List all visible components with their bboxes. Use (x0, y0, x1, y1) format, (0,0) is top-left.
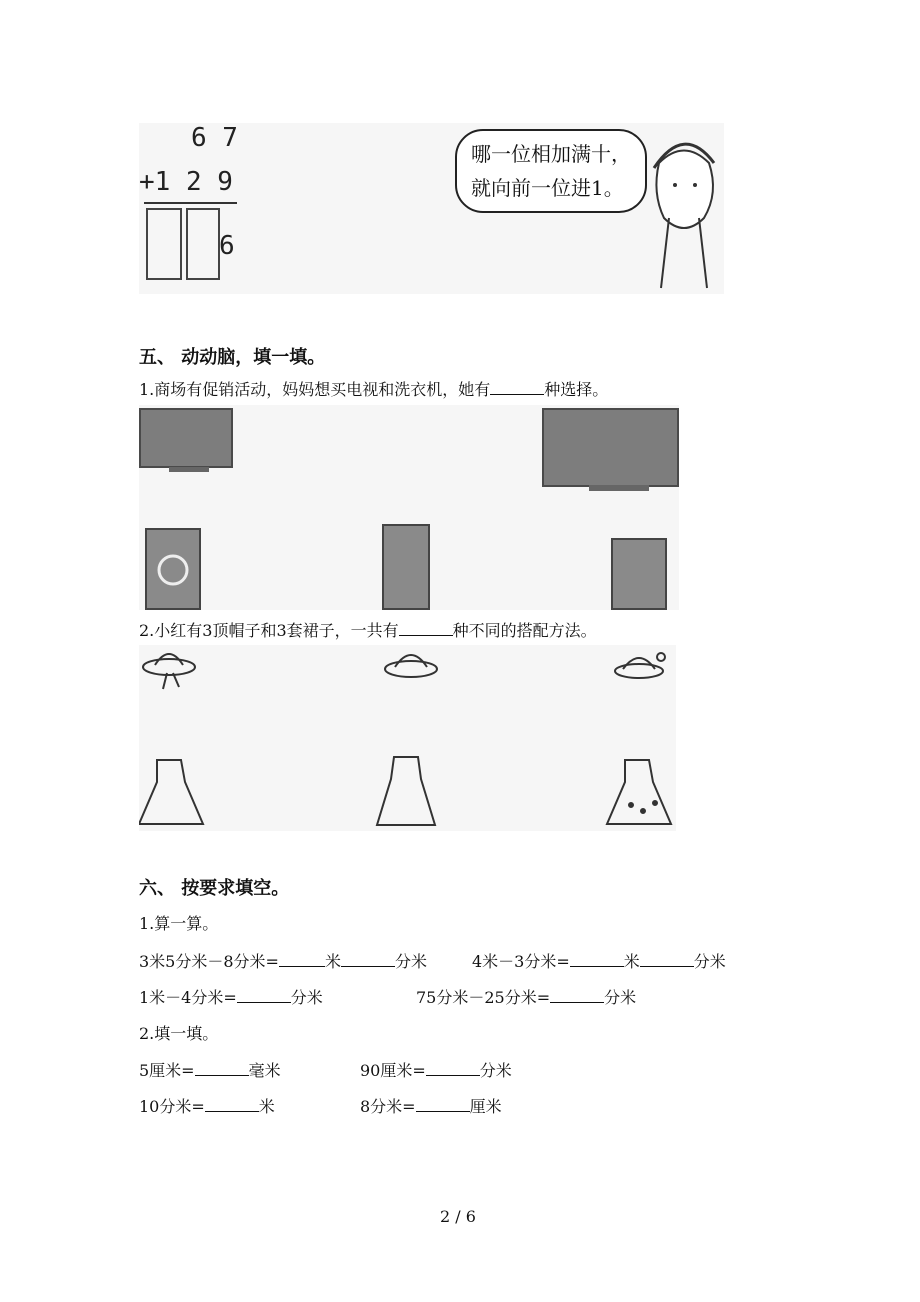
fill-3a-unit: 毫米 (248, 1061, 281, 1080)
calc-2b-blank[interactable] (550, 988, 604, 1003)
washer-front-load (145, 528, 201, 610)
fill-3b-blank[interactable] (426, 1061, 480, 1076)
question-5-1 (139, 380, 608, 400)
hat-dress-figure (139, 645, 676, 831)
tv-large-screen (542, 408, 679, 487)
hats-and-dresses-drawing (139, 645, 676, 831)
fill-line-4b (360, 1097, 502, 1117)
sum-ones-digit: 6 (219, 231, 235, 261)
answer-box-tens (187, 209, 219, 279)
tv-large-stand (589, 485, 649, 491)
calc-2b-text: 75分米－25分米= (416, 988, 551, 1007)
question-5-2 (139, 621, 597, 641)
girl-figure (656, 151, 713, 229)
calc-2b-unit: 分米 (604, 988, 637, 1007)
q2-text-after: 种不同的搭配方法。 (452, 621, 597, 640)
section5-title: 五、 动动脑，填一填。 (139, 347, 326, 368)
fill-4b-text: 8分米= (360, 1097, 416, 1116)
calc-1b-blank-2[interactable] (640, 952, 694, 967)
calc-1b-unit-1: 米 (623, 952, 640, 971)
tv-small-stand (169, 467, 209, 472)
q2-answer-blank[interactable] (399, 621, 453, 636)
dress-1-icon (139, 760, 203, 824)
washer-tall (382, 524, 430, 610)
calc-line-2b (416, 988, 636, 1008)
tv-washer-figure (139, 405, 679, 610)
q1-answer-blank[interactable] (490, 380, 544, 395)
q2-text-before: 2.小红有3顶帽子和3套裙子，一共有 (139, 621, 399, 640)
washer-top-load (611, 538, 667, 610)
hat-2-icon (385, 655, 437, 677)
speech-line-1: 哪一位相加满十， (471, 142, 631, 166)
calc-2a-blank[interactable] (237, 988, 291, 1003)
addend-1: 6 7 (191, 123, 238, 153)
calc-2a-text: 1米－4分米= (139, 988, 237, 1007)
calc-1a-text: 3米5分米－8分米= (139, 952, 279, 971)
calc-1b-text: 4米－3分米= (472, 952, 570, 971)
fill-4a-blank[interactable] (205, 1097, 259, 1112)
addend-2: +1 2 9 (139, 167, 233, 197)
fill-3b-unit: 分米 (479, 1061, 512, 1080)
sub-question-1: 1.算一算。 (139, 914, 219, 933)
answer-box-hundreds (147, 209, 181, 279)
speech-line-2: 就向前一位进1。 (471, 176, 624, 200)
dress-3-icon (607, 760, 671, 824)
tv-small-screen (139, 408, 233, 468)
addition-figure (139, 123, 724, 294)
fill-4b-unit: 厘米 (469, 1097, 502, 1116)
calc-1a-blank-2[interactable] (341, 952, 395, 967)
calc-line-2a (139, 988, 323, 1008)
section6-title: 六、 按要求填空。 (139, 878, 290, 899)
calc-line-1a (139, 952, 427, 972)
page-number: 2 / 6 (440, 1207, 476, 1226)
washer-door-icon (147, 530, 199, 608)
calc-1b-blank-1[interactable] (570, 952, 624, 967)
fill-3b-text: 90厘米= (360, 1061, 426, 1080)
fill-4a-unit: 米 (258, 1097, 275, 1116)
dress-2-icon (377, 757, 435, 825)
hat-1-icon (143, 654, 195, 689)
calc-1a-blank-1[interactable] (279, 952, 325, 967)
q1-text-before: 1.商场有促销活动，妈妈想买电视和洗衣机，她有 (139, 380, 491, 399)
fill-line-4a (139, 1097, 275, 1117)
q1-text-after: 种选择。 (544, 380, 609, 399)
calc-1a-unit-1: 米 (324, 952, 341, 971)
hat-3-icon (615, 653, 665, 678)
calc-1a-unit-2: 分米 (394, 952, 427, 971)
speech-bubble (455, 129, 647, 213)
calc-2a-unit: 分米 (290, 988, 323, 1007)
sub-question-2: 2.填一填。 (139, 1024, 219, 1043)
fill-3a-text: 5厘米= (139, 1061, 195, 1080)
calc-1b-unit-2: 分米 (693, 952, 726, 971)
fill-3a-blank[interactable] (195, 1061, 249, 1076)
fill-line-3b (360, 1061, 512, 1081)
fill-line-3a (139, 1061, 281, 1081)
fill-4a-text: 10分米= (139, 1097, 205, 1116)
fill-4b-blank[interactable] (416, 1097, 470, 1112)
calc-line-1b (472, 952, 726, 972)
